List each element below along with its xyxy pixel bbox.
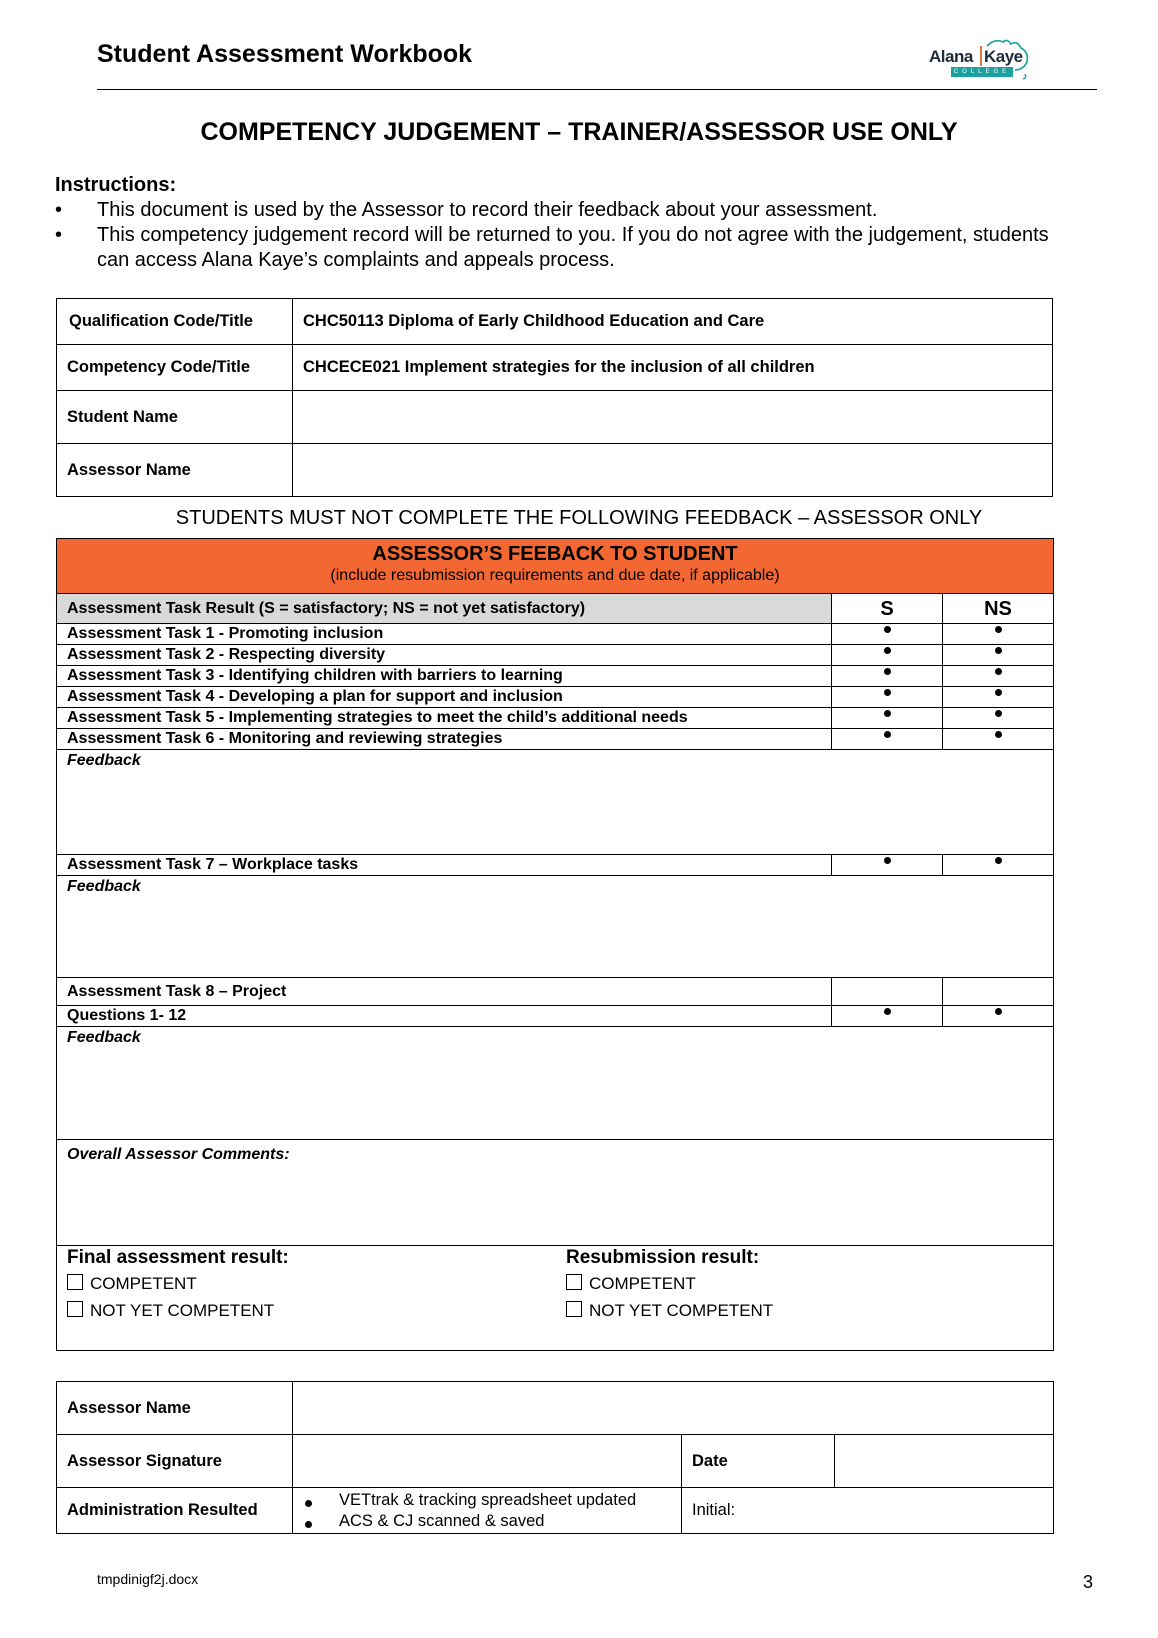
assessor-only-notice: STUDENTS MUST NOT COMPLETE THE FOLLOWING FEEDBACK – ASSESSOR ONLY [175, 507, 983, 529]
admin-item: VETtrak & tracking spreadsheet updated [293, 1490, 681, 1511]
resubmission-result-group [566, 1246, 773, 1324]
instruction-item: • This document is used by the Assessor to record their feedback about your assessment. [55, 199, 878, 221]
signoff-assessor-name-field[interactable] [293, 1382, 1054, 1435]
footer-filename: tmpdinigf2j.docx [97, 1571, 199, 1587]
task5-s-checkbox[interactable] [832, 708, 943, 729]
final-result-group [67, 1246, 289, 1324]
qualification-label: Qualification Code/Title [57, 299, 293, 345]
bullet-icon [884, 668, 891, 675]
task-label: Assessment Task 7 – Workplace tasks [57, 855, 832, 876]
assessor-signature-label: Assessor Signature [57, 1435, 293, 1488]
task-label: Assessment Task 4 - Developing a plan for support and inclusion [57, 687, 832, 708]
bullet-icon [995, 710, 1002, 717]
task2-s-checkbox[interactable] [832, 645, 943, 666]
bullet-icon: • [55, 199, 63, 221]
resubmission-result-label: Resubmission result: [566, 1247, 760, 1268]
instructions-label: Instructions: [55, 174, 177, 196]
initial-field[interactable]: Initial: [682, 1488, 1054, 1534]
date-label: Date [682, 1435, 835, 1488]
final-result-label: Final assessment result: [67, 1247, 289, 1268]
table-row [57, 1006, 1054, 1027]
task8-s-cell [832, 978, 943, 1006]
bullet-icon [884, 626, 891, 633]
checkbox-icon[interactable] [566, 1274, 582, 1290]
task6-s-checkbox[interactable] [832, 729, 943, 750]
qualification-value[interactable]: CHC50113 Diploma of Early Childhood Education and Care [293, 299, 1053, 345]
task5-ns-checkbox[interactable] [943, 708, 1054, 729]
task7-ns-checkbox[interactable] [943, 855, 1054, 876]
logo-separator [980, 46, 982, 66]
admin-item: ACS & CJ scanned & saved [293, 1511, 681, 1532]
bullet-icon [884, 857, 891, 864]
instruction-item: • This competency judgement record will be returned to you. If you do not agree with the judgement, students can access Alana Kaye’s complaints and appeals process. [55, 224, 1049, 271]
bullet-icon: • [55, 224, 63, 246]
checkbox-icon[interactable] [67, 1301, 83, 1317]
task-label: Assessment Task 8 – Project [57, 978, 832, 1006]
overall-comments-field[interactable]: Overall Assessor Comments: [57, 1140, 1054, 1246]
feedback-header [57, 539, 1054, 594]
checkbox-icon[interactable] [67, 1274, 83, 1290]
table-row [57, 978, 1054, 1006]
task4-ns-checkbox[interactable] [943, 687, 1054, 708]
table-row [57, 1382, 1054, 1435]
admin-checklist [293, 1488, 682, 1534]
table-row [57, 444, 1053, 497]
feedback-row [57, 750, 1054, 855]
bullet-icon [995, 857, 1002, 864]
bullet-icon [884, 731, 891, 738]
college-logo [929, 36, 1039, 82]
overall-comments-row [57, 1140, 1054, 1246]
final-competent-option[interactable]: COMPETENT [67, 1270, 289, 1297]
assessor-signature-field[interactable] [293, 1435, 682, 1488]
bullet-icon [305, 1521, 312, 1528]
logo-text-alana: Alana [929, 47, 973, 66]
table-row [57, 666, 1054, 687]
feedback-subtitle: (include resubmission requirements and due date, if applicable) [330, 567, 780, 584]
competency-label: Competency Code/Title [57, 345, 293, 391]
details-table [56, 298, 1053, 497]
workbook-title: Student Assessment Workbook [97, 40, 473, 68]
page-header [97, 36, 1097, 90]
feedback-row [57, 876, 1054, 978]
assessor-name-field[interactable] [293, 444, 1053, 497]
feedback-header-row [57, 539, 1054, 594]
student-name-field[interactable] [293, 391, 1053, 444]
table-row [57, 391, 1053, 444]
task8-questions-s-checkbox[interactable] [832, 1006, 943, 1027]
resubmission-competent-option[interactable]: COMPETENT [566, 1270, 773, 1297]
task4-s-checkbox[interactable] [832, 687, 943, 708]
bullet-icon [995, 668, 1002, 675]
page-number: 3 [1083, 1572, 1094, 1592]
bullet-icon [995, 647, 1002, 654]
date-field[interactable] [835, 1435, 1054, 1488]
bullet-icon [305, 1500, 312, 1507]
document-title: COMPETENCY JUDGEMENT – TRAINER/ASSESSOR USE ONLY [200, 118, 958, 146]
table-row [57, 299, 1053, 345]
bullet-icon [884, 689, 891, 696]
competency-value[interactable]: CHCECE021 Implement strategies for the inclusion of all children [293, 345, 1053, 391]
col-s-header: S [832, 594, 943, 624]
bullet-icon [995, 626, 1002, 633]
logo-text-college: COLLEGE [951, 67, 1013, 77]
task6-ns-checkbox[interactable] [943, 729, 1054, 750]
instructions [55, 173, 1055, 273]
table-row [57, 855, 1054, 876]
task8-ns-cell [943, 978, 1054, 1006]
task1-ns-checkbox[interactable] [943, 624, 1054, 645]
checkbox-icon[interactable] [566, 1301, 582, 1317]
result-header-label: Assessment Task Result (S = satisfactory; NS = not yet satisfactory) [57, 594, 832, 624]
feedback-table [56, 538, 1054, 1351]
table-row [57, 1435, 1054, 1488]
table-row [57, 708, 1054, 729]
bullet-icon [995, 1008, 1002, 1015]
table-row [57, 645, 1054, 666]
feedback-title: ASSESSOR’S FEEBACK TO STUDENT [372, 543, 738, 565]
task1-s-checkbox[interactable] [832, 624, 943, 645]
task-label: Assessment Task 1 - Promoting inclusion [57, 624, 832, 645]
task-label: Assessment Task 2 - Respecting diversity [57, 645, 832, 666]
resubmission-not-yet-competent-option[interactable]: NOT YET COMPETENT [566, 1297, 773, 1324]
task-label: Assessment Task 3 - Identifying children with barriers to learning [57, 666, 832, 687]
table-row [57, 624, 1054, 645]
bullet-icon [995, 731, 1002, 738]
feedback-field-tasks-1-6[interactable]: Feedback [57, 750, 1054, 855]
bullet-icon [884, 647, 891, 654]
table-row [57, 729, 1054, 750]
final-not-yet-competent-option[interactable]: NOT YET COMPETENT [67, 1297, 289, 1324]
task8-questions-ns-checkbox[interactable] [943, 1006, 1054, 1027]
table-row [57, 345, 1053, 391]
table-row [57, 687, 1054, 708]
task-label: Assessment Task 5 - Implementing strategies to meet the child’s additional needs [57, 708, 832, 729]
bullet-icon [884, 710, 891, 717]
task3-s-checkbox[interactable] [832, 666, 943, 687]
signoff-table [56, 1381, 1054, 1534]
logo-text-kaye: Kaye [984, 47, 1023, 66]
admin-resulted-label: Administration Resulted [57, 1488, 293, 1534]
bullet-icon [995, 689, 1002, 696]
col-ns-header: NS [943, 594, 1054, 624]
task7-s-checkbox[interactable] [832, 855, 943, 876]
feedback-field-task-7[interactable]: Feedback [57, 876, 1054, 978]
bullet-icon [884, 1008, 891, 1015]
task-label: Questions 1- 12 [57, 1006, 832, 1027]
table-row [57, 1488, 1054, 1534]
task2-ns-checkbox[interactable] [943, 645, 1054, 666]
result-row [57, 1246, 1054, 1351]
signoff-assessor-name-label: Assessor Name [57, 1382, 293, 1435]
task3-ns-checkbox[interactable] [943, 666, 1054, 687]
assessor-name-label: Assessor Name [57, 444, 293, 497]
result-cell [57, 1246, 1054, 1351]
task-label: Assessment Task 6 - Monitoring and reviewing strategies [57, 729, 832, 750]
feedback-field-task-8[interactable]: Feedback [57, 1027, 1054, 1140]
feedback-row [57, 1027, 1054, 1140]
student-name-label: Student Name [57, 391, 293, 444]
result-header-row [57, 594, 1054, 624]
